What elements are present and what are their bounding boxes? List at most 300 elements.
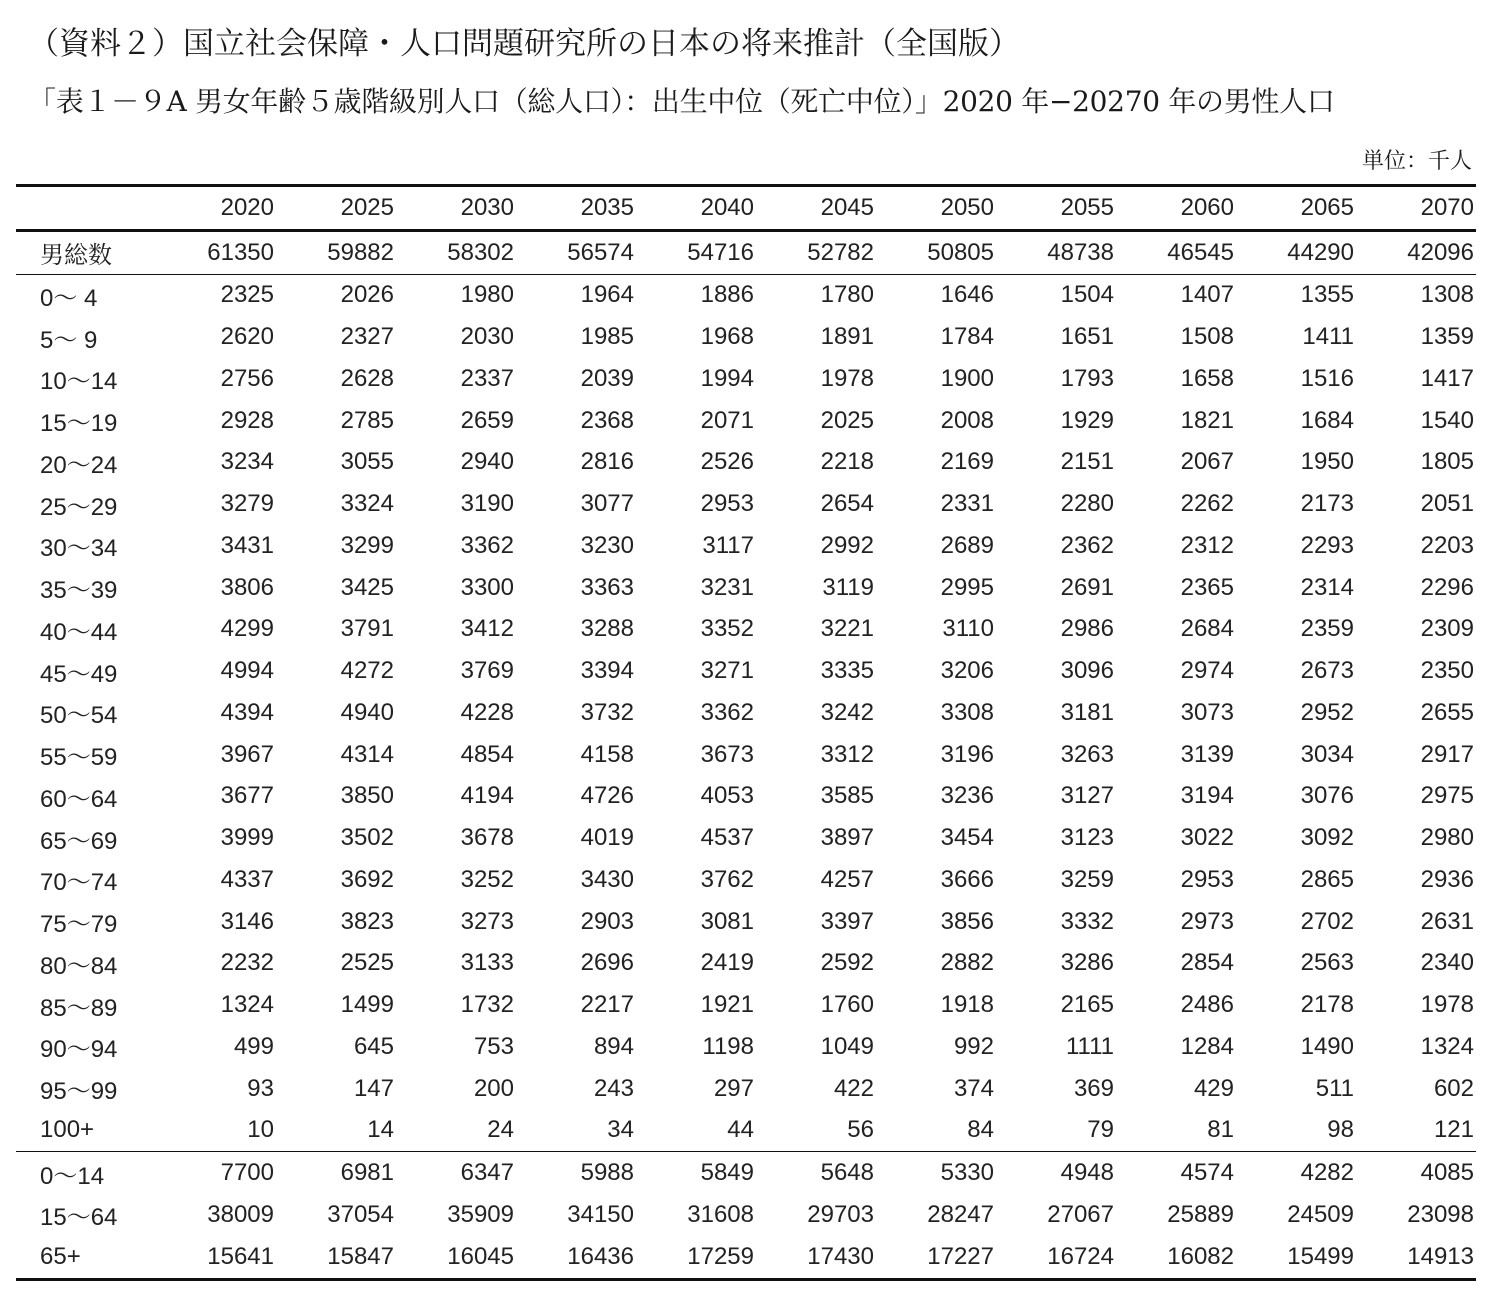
table-cell: 1359	[1420, 323, 1474, 351]
table-cell: 3732	[580, 698, 634, 726]
table-cell: 2684	[1180, 615, 1234, 643]
table-cell: 3308	[940, 698, 994, 726]
table-cell: 2039	[580, 364, 634, 392]
table-cell: 3394	[580, 657, 634, 685]
table-row	[16, 1194, 1476, 1236]
table-cell: 24	[487, 1116, 514, 1144]
year-header: 2070	[1420, 193, 1474, 221]
table-cell: 56574	[567, 238, 634, 266]
table-row	[16, 483, 1476, 525]
table-cell: 4272	[340, 657, 394, 685]
table-cell: 4854	[460, 740, 514, 768]
table-cell: 1950	[1300, 448, 1354, 476]
table-cell: 2165	[1060, 991, 1114, 1019]
table-cell: 4994	[220, 657, 274, 685]
row-label: 100+	[40, 1116, 95, 1144]
row-label: 65～69	[40, 827, 118, 855]
table-cell: 992	[953, 1032, 994, 1060]
table-cell: 429	[1193, 1074, 1234, 1102]
table-cell: 2995	[940, 573, 994, 601]
table-cell: 2974	[1180, 657, 1234, 685]
table-cell: 3110	[942, 615, 994, 643]
table-cell: 1504	[1060, 281, 1114, 309]
table-cell: 46545	[1167, 238, 1234, 266]
table-cell: 3300	[460, 573, 514, 601]
table-cell: 27067	[1047, 1200, 1114, 1228]
table-cell: 3230	[580, 531, 634, 559]
table-cell: 3034	[1300, 740, 1354, 768]
row-label: 45～49	[40, 660, 118, 688]
table-cell: 1651	[1060, 323, 1114, 351]
table-cell: 2331	[940, 490, 994, 518]
table-cell: 3123	[1060, 824, 1114, 852]
table-cell: 2691	[1060, 573, 1114, 601]
table-cell: 2350	[1420, 657, 1474, 685]
table-cell: 2151	[1060, 448, 1114, 476]
year-header: 2025	[340, 193, 394, 221]
row-label: 35～39	[40, 577, 118, 605]
table-cell: 17259	[687, 1242, 754, 1270]
table-cell: 38009	[207, 1200, 274, 1228]
table-cell: 2030	[460, 323, 514, 351]
row-label: 15～19	[40, 410, 118, 438]
table-cell: 3236	[940, 782, 994, 810]
table-cell: 84	[967, 1116, 994, 1144]
table-cell: 52782	[807, 238, 874, 266]
table-cell: 2262	[1180, 490, 1234, 518]
table-cell: 1658	[1180, 364, 1234, 392]
table-cell: 3850	[340, 782, 394, 810]
table-header	[16, 186, 1476, 275]
row-label: 0～ 4	[40, 284, 98, 312]
table-row	[16, 859, 1476, 901]
row-label: 55～59	[40, 744, 118, 772]
table-cell: 3363	[580, 573, 634, 601]
year-header: 2035	[580, 193, 634, 221]
table-cell: 3502	[340, 824, 394, 852]
table-cell: 3055	[340, 448, 394, 476]
table-cell: 894	[593, 1032, 634, 1060]
row-label: 40～44	[40, 618, 118, 646]
table-cell: 3352	[700, 615, 754, 643]
year-header: 2055	[1060, 193, 1114, 221]
row-label: 70～74	[40, 869, 118, 897]
table-cell: 3454	[940, 824, 994, 852]
table-cell: 3999	[220, 824, 274, 852]
table-row	[16, 1026, 1476, 1068]
table-cell: 50805	[927, 238, 994, 266]
table-cell: 5648	[820, 1159, 874, 1187]
table-cell: 1780	[820, 281, 874, 309]
row-label: 90～94	[40, 1036, 118, 1064]
table-cell: 3022	[1180, 824, 1234, 852]
row-label: 75～79	[40, 911, 118, 939]
table-cell: 3823	[340, 907, 394, 935]
table-cell: 499	[233, 1032, 274, 1060]
row-label: 0～14	[40, 1162, 105, 1190]
table-cell: 16082	[1167, 1242, 1234, 1270]
table-cell: 3412	[460, 615, 514, 643]
table-cell: 2563	[1300, 949, 1354, 977]
table-cell: 2232	[220, 949, 274, 977]
table-cell: 34	[607, 1116, 634, 1144]
table-cell: 3585	[820, 782, 874, 810]
table-cell: 16045	[447, 1242, 514, 1270]
table-cell: 511	[1315, 1074, 1354, 1102]
table-cell: 3221	[820, 615, 874, 643]
table-cell: 3769	[460, 657, 514, 685]
table-row	[16, 650, 1476, 692]
table-cell: 200	[473, 1074, 514, 1102]
table-cell: 16436	[567, 1242, 634, 1270]
table-cell: 56	[847, 1116, 874, 1144]
table-cell: 1918	[940, 991, 994, 1019]
table-cell: 2525	[340, 949, 394, 977]
table-cell: 44	[727, 1116, 754, 1144]
table-cell: 2359	[1300, 615, 1354, 643]
table-cell: 2952	[1300, 698, 1354, 726]
table-cell: 4537	[700, 824, 754, 852]
table-cell: 1886	[700, 281, 754, 309]
table-cell: 4085	[1420, 1159, 1474, 1187]
table-cell: 422	[833, 1074, 874, 1102]
table-cell: 1411	[1302, 323, 1354, 351]
table-cell: 3678	[460, 824, 514, 852]
year-header: 2020	[220, 193, 274, 221]
row-label: 15～64	[40, 1204, 118, 1232]
table-cell: 2702	[1300, 907, 1354, 935]
table-cell: 2486	[1180, 991, 1234, 1019]
table-cell: 59882	[327, 238, 394, 266]
row-label: 25～29	[40, 493, 118, 521]
table-cell: 2368	[580, 406, 634, 434]
table-cell: 2992	[820, 531, 874, 559]
table-cell: 3299	[340, 531, 394, 559]
table-cell: 34150	[567, 1200, 634, 1228]
table-cell: 3762	[700, 865, 754, 893]
table-cell: 1355	[1300, 281, 1354, 309]
table-cell: 2526	[700, 448, 754, 476]
table-row	[16, 567, 1476, 609]
table-cell: 2953	[700, 490, 754, 518]
table-cell: 2217	[580, 991, 634, 1019]
table-cell: 4948	[1060, 1159, 1114, 1187]
table-cell: 4940	[340, 698, 394, 726]
table-row	[16, 692, 1476, 734]
table-cell: 1684	[1300, 406, 1354, 434]
table-row	[16, 1236, 1476, 1279]
table-cell: 16724	[1047, 1242, 1114, 1270]
table-cell: 3133	[460, 949, 514, 977]
table-cell: 48738	[1047, 238, 1114, 266]
table-row	[16, 442, 1476, 484]
table-cell: 2419	[700, 949, 754, 977]
table-cell: 2854	[1180, 949, 1234, 977]
table-cell: 1646	[940, 281, 994, 309]
table-cell: 2071	[700, 406, 754, 434]
table-cell: 24509	[1287, 1200, 1354, 1228]
table-cell: 1540	[1420, 406, 1474, 434]
year-header: 2030	[460, 193, 514, 221]
table-cell: 1891	[820, 323, 874, 351]
aggregate-rows	[16, 1152, 1476, 1279]
table-cell: 81	[1207, 1116, 1234, 1144]
table-cell: 2936	[1420, 865, 1474, 893]
table-row	[16, 901, 1476, 943]
table-cell: 10	[247, 1116, 274, 1144]
table-cell: 3092	[1300, 824, 1354, 852]
table-cell: 3897	[820, 824, 874, 852]
table-cell: 2696	[580, 949, 634, 977]
table-cell: 602	[1433, 1074, 1474, 1102]
table-cell: 2327	[340, 323, 394, 351]
table-cell: 3431	[220, 531, 274, 559]
table-cell: 5849	[700, 1159, 754, 1187]
table-cell: 1499	[340, 991, 394, 1019]
table-cell: 2940	[460, 448, 514, 476]
table-cell: 3791	[340, 615, 394, 643]
header-row	[16, 186, 1476, 231]
table-row	[16, 776, 1476, 818]
table-cell: 3081	[700, 907, 754, 935]
table-cell: 3077	[580, 490, 634, 518]
table-cell: 4574	[1180, 1159, 1234, 1187]
table-cell: 374	[953, 1074, 994, 1102]
table-cell: 2325	[220, 281, 274, 309]
table-cell: 17430	[807, 1242, 874, 1270]
table-cell: 1821	[1180, 406, 1234, 434]
table-cell: 3271	[700, 657, 754, 685]
table-cell: 31608	[687, 1200, 754, 1228]
table-cell: 3288	[580, 615, 634, 643]
table-cell: 1417	[1420, 364, 1474, 392]
table-cell: 1793	[1060, 364, 1114, 392]
table-cell: 2178	[1300, 991, 1354, 1019]
table-cell: 1900	[940, 364, 994, 392]
table-cell: 1508	[1180, 323, 1234, 351]
table-cell: 4726	[580, 782, 634, 810]
row-label: 50～54	[40, 702, 118, 730]
table-cell: 4299	[220, 615, 274, 643]
table-cell: 1994	[700, 364, 754, 392]
table-cell: 15641	[207, 1242, 274, 1270]
table-cell: 14	[367, 1116, 394, 1144]
row-label: 20～24	[40, 451, 118, 479]
table-cell: 369	[1073, 1074, 1114, 1102]
table-cell: 2293	[1300, 531, 1354, 559]
table-cell: 14913	[1407, 1242, 1474, 1270]
table-cell: 2689	[940, 531, 994, 559]
table-row	[16, 400, 1476, 442]
table-cell: 2673	[1300, 657, 1354, 685]
table-cell: 3190	[460, 490, 514, 518]
table-cell: 121	[1433, 1116, 1474, 1144]
table-cell: 93	[247, 1074, 274, 1102]
table-cell: 3806	[220, 573, 274, 601]
table-cell: 2903	[580, 907, 634, 935]
table-row	[16, 525, 1476, 567]
document-title: （資料２）国立社会保障・人口問題研究所の日本の将来推計（全国版）	[28, 26, 1020, 62]
table-cell: 58302	[447, 238, 514, 266]
table-cell: 4228	[460, 698, 514, 726]
table-cell: 1284	[1180, 1032, 1234, 1060]
table-cell: 5330	[940, 1159, 994, 1187]
table-cell: 2340	[1420, 949, 1474, 977]
table-row	[16, 609, 1476, 651]
table-cell: 2218	[820, 448, 874, 476]
table-cell: 1490	[1300, 1032, 1354, 1060]
table-cell: 3263	[1060, 740, 1114, 768]
table-title: 「表１－９A 男女年齢５歳階級別人口（総人口）：出生中位（死亡中位）」2020 年−20270 年の男性人口	[28, 85, 1335, 118]
year-header: 2045	[820, 193, 874, 221]
table-cell: 2362	[1060, 531, 1114, 559]
row-label: 男総数	[40, 242, 112, 270]
year-header: 2065	[1300, 193, 1354, 221]
table-cell: 2785	[340, 406, 394, 434]
table-cell: 2169	[940, 448, 994, 476]
year-header: 2040	[700, 193, 754, 221]
table-cell: 2296	[1420, 573, 1474, 601]
table-cell: 3673	[700, 740, 754, 768]
table-cell: 44290	[1287, 238, 1354, 266]
table-cell: 1978	[1420, 991, 1474, 1019]
table-cell: 35909	[447, 1200, 514, 1228]
table-cell: 1324	[1420, 1032, 1474, 1060]
table-cell: 3146	[220, 907, 274, 935]
table-cell: 79	[1087, 1116, 1114, 1144]
header-corner	[16, 186, 156, 231]
table-row	[16, 358, 1476, 400]
table-cell: 3273	[460, 907, 514, 935]
year-header: 2050	[940, 193, 994, 221]
table-cell: 3397	[820, 907, 874, 935]
table-cell: 297	[713, 1074, 754, 1102]
table-cell: 4194	[460, 782, 514, 810]
table-cell: 2756	[220, 364, 274, 392]
table-cell: 1308	[1420, 281, 1474, 309]
table-cell: 1805	[1420, 448, 1474, 476]
table-cell: 3666	[940, 865, 994, 893]
table-cell: 3692	[340, 865, 394, 893]
table-cell: 3425	[340, 573, 394, 601]
table-cell: 6981	[340, 1159, 394, 1187]
table-cell: 7700	[220, 1159, 274, 1187]
table-cell: 2203	[1420, 531, 1474, 559]
age-group-rows	[16, 274, 1476, 1152]
table-cell: 3117	[702, 531, 754, 559]
table-cell: 3286	[1060, 949, 1114, 977]
row-label: 80～84	[40, 952, 118, 980]
table-cell: 3362	[700, 698, 754, 726]
table-cell: 3096	[1060, 657, 1114, 685]
table-cell: 753	[473, 1032, 514, 1060]
table-cell: 3335	[820, 657, 874, 685]
table-cell: 1516	[1300, 364, 1354, 392]
table-cell: 3234	[220, 448, 274, 476]
table-cell: 1324	[220, 991, 274, 1019]
table-cell: 4314	[340, 740, 394, 768]
table-cell: 4337	[220, 865, 274, 893]
table-cell: 1732	[460, 991, 514, 1019]
table-cell: 17227	[927, 1242, 994, 1270]
table-cell: 2986	[1060, 615, 1114, 643]
table-cell: 3279	[220, 490, 274, 518]
table-cell: 1049	[820, 1032, 874, 1060]
table-cell: 3324	[340, 490, 394, 518]
table-cell: 4053	[700, 782, 754, 810]
row-label: 95～99	[40, 1078, 118, 1106]
table-cell: 2975	[1420, 782, 1474, 810]
table-cell: 23098	[1407, 1200, 1474, 1228]
year-header: 2060	[1180, 193, 1234, 221]
table-cell: 2592	[820, 949, 874, 977]
table-cell: 2025	[820, 406, 874, 434]
table-cell: 2631	[1420, 907, 1474, 935]
table-cell: 2659	[460, 406, 514, 434]
table-cell: 2026	[340, 281, 394, 309]
table-cell: 4257	[820, 865, 874, 893]
table-row	[16, 274, 1476, 316]
table-cell: 2620	[220, 323, 274, 351]
total-row	[16, 230, 1476, 274]
population-table	[16, 184, 1476, 1281]
table-cell: 3967	[220, 740, 274, 768]
table-cell: 2365	[1180, 573, 1234, 601]
table-cell: 1978	[820, 364, 874, 392]
table-cell: 147	[353, 1074, 394, 1102]
table-cell: 3231	[700, 573, 754, 601]
table-cell: 3181	[1060, 698, 1114, 726]
table-cell: 3252	[460, 865, 514, 893]
table-cell: 2980	[1420, 824, 1474, 852]
table-cell: 4282	[1300, 1159, 1354, 1187]
table-cell: 25889	[1167, 1200, 1234, 1228]
table-cell: 2816	[580, 448, 634, 476]
table-cell: 15847	[327, 1242, 394, 1270]
table-cell: 2928	[220, 406, 274, 434]
table-cell: 2628	[340, 364, 394, 392]
table-cell: 645	[353, 1032, 394, 1060]
table-cell: 29703	[807, 1200, 874, 1228]
table-row	[16, 817, 1476, 859]
table-cell: 2280	[1060, 490, 1114, 518]
table-row	[16, 316, 1476, 358]
table-cell: 5988	[580, 1159, 634, 1187]
table-cell: 2314	[1300, 573, 1354, 601]
table-cell: 4019	[580, 824, 634, 852]
table-cell: 1760	[820, 991, 874, 1019]
table-cell: 2309	[1420, 615, 1474, 643]
table-cell: 1111	[1065, 1032, 1114, 1060]
table-row	[16, 1152, 1476, 1194]
table-cell: 42096	[1407, 238, 1474, 266]
table-cell: 54716	[687, 238, 754, 266]
table-cell: 1921	[700, 991, 754, 1019]
table-cell: 3196	[940, 740, 994, 768]
table-cell: 2173	[1300, 490, 1354, 518]
table-cell: 2882	[940, 949, 994, 977]
table-row	[16, 1068, 1476, 1110]
table-cell: 1985	[580, 323, 634, 351]
table-row	[16, 984, 1476, 1026]
table-cell: 15499	[1287, 1242, 1354, 1270]
table-cell: 3206	[940, 657, 994, 685]
table-cell: 3312	[820, 740, 874, 768]
table-cell: 3119	[822, 573, 874, 601]
row-label: 65+	[40, 1242, 81, 1270]
table-cell: 28247	[927, 1200, 994, 1228]
table-cell: 2051	[1420, 490, 1474, 518]
